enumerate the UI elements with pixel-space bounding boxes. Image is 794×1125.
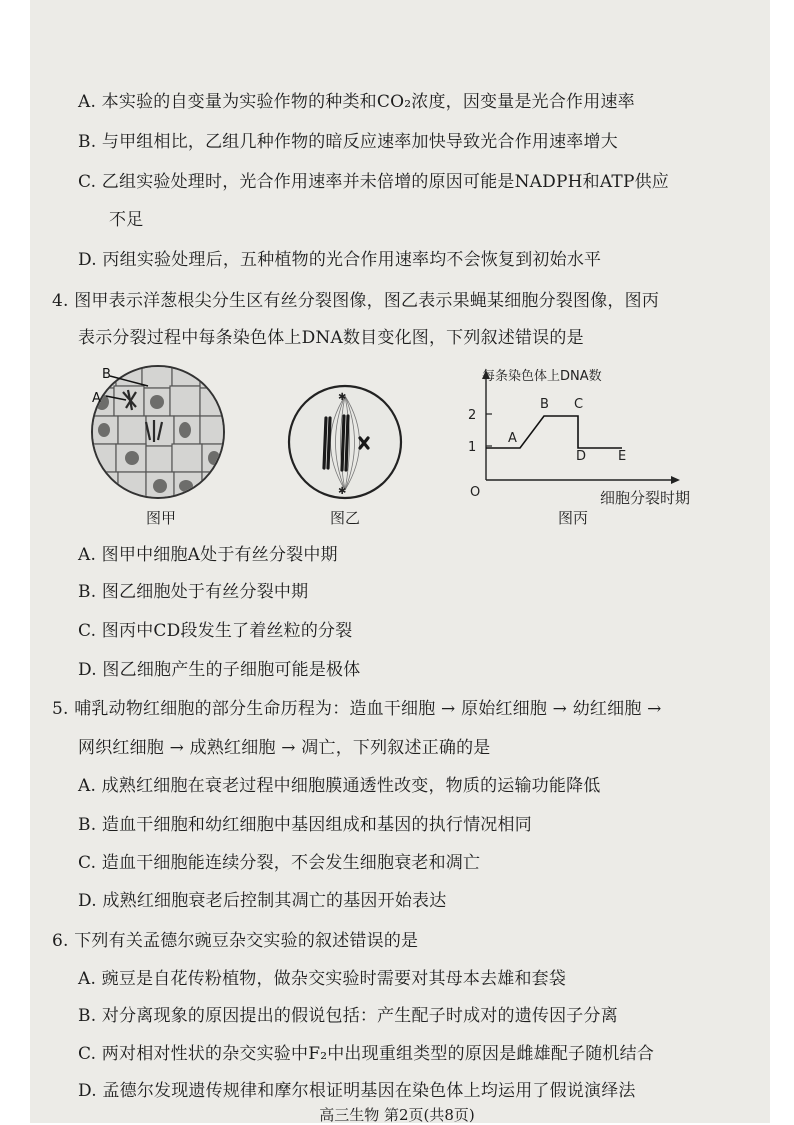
point-label-b: B: [540, 397, 549, 412]
svg-text:✱: ✱: [338, 486, 347, 497]
q4-stem-line-1: 4. 图甲表示洋葱根尖分生区有丝分裂图像，图乙表示果蝇某细胞分裂图像，图丙: [52, 291, 660, 311]
tick-2: 2: [468, 408, 477, 423]
q4-option-d: D. 图乙细胞产生的子细胞可能是极体: [78, 660, 361, 680]
q3-option-c: C. 乙组实验处理时，光合作用速率并未倍增的原因可能是NADPH和ATP供应: [78, 172, 669, 192]
point-label-a: A: [508, 431, 517, 446]
figure-jia-micrograph: [88, 362, 228, 502]
q5-option-d: D. 成熟红细胞衰老后控制其凋亡的基因开始表达: [78, 891, 447, 911]
figure-yi-cell: [286, 382, 404, 502]
q3-option-c-continued: 不足: [109, 210, 144, 230]
tick-1: 1: [468, 440, 477, 455]
q5-stem-line-2: 网织红细胞 → 成熟红细胞 → 凋亡，下列叙述正确的是: [78, 738, 491, 758]
x-axis-label: 细胞分裂时期: [600, 489, 691, 507]
q3-option-d: D. 丙组实验处理后，五种植物的光合作用速率均不会恢复到初始水平: [78, 250, 602, 270]
point-label-c: C: [574, 397, 584, 412]
svg-text:✱: ✱: [338, 392, 347, 403]
q5-stem-line-1: 5. 哺乳动物红细胞的部分生命历程为：造血干细胞 → 原始红细胞 → 幼红细胞 →: [52, 699, 662, 719]
q4-option-c: C. 图丙中CD段发生了着丝粒的分裂: [78, 621, 353, 641]
q5-option-b: B. 造血干细胞和幼红细胞中基因组成和基因的执行情况相同: [78, 815, 532, 835]
q6-stem: 6. 下列有关孟德尔豌豆杂交实验的叙述错误的是: [52, 931, 419, 951]
y-axis-label: 每条染色体上DNA数: [482, 369, 602, 384]
figure-jia-caption: 图甲: [146, 509, 177, 527]
figure-bing-chart: [460, 362, 710, 502]
q3-option-b: B. 与甲组相比，乙组几种作物的暗反应速率加快导致光合作用速率增大: [78, 132, 618, 152]
q4-option-b: B. 图乙细胞处于有丝分裂中期: [78, 582, 309, 602]
q6-option-b: B. 对分离现象的原因提出的假说包括：产生配子时成对的遗传因子分离: [78, 1006, 618, 1026]
point-label-e: E: [618, 449, 627, 464]
figure-bing-caption: 图丙: [558, 509, 589, 527]
q6-option-c: C. 两对相对性状的杂交实验中F₂中出现重组类型的原因是雌雄配子随机结合: [78, 1044, 655, 1064]
figure-yi-caption: 图乙: [330, 509, 361, 527]
q4-option-a: A. 图甲中细胞A处于有丝分裂中期: [78, 545, 338, 565]
dna-series-line: [486, 416, 622, 448]
q6-option-a: A. 豌豆是自花传粉植物，做杂交实验时需要对其母本去雄和套袋: [78, 969, 567, 989]
q6-option-d: D. 孟德尔发现遗传规律和摩尔根证明基因在染色体上均运用了假说演绎法: [78, 1081, 636, 1101]
q5-option-c: C. 造血干细胞能连续分裂，不会发生细胞衰老和凋亡: [78, 853, 481, 873]
label-b: B: [102, 367, 111, 382]
page-footer: 高三生物 第2页(共8页): [319, 1106, 475, 1124]
q3-option-a: A. 本实验的自变量为实验作物的种类和CO₂浓度，因变量是光合作用速率: [78, 92, 635, 112]
q4-stem-line-2: 表示分裂过程中每条染色体上DNA数目变化图，下列叙述错误的是: [78, 328, 584, 348]
q5-option-a: A. 成熟红细胞在衰老过程中细胞膜通透性改变，物质的运输功能降低: [78, 776, 601, 796]
origin-label: O: [470, 485, 481, 500]
label-a: A: [92, 391, 101, 406]
point-label-d: D: [576, 449, 587, 464]
